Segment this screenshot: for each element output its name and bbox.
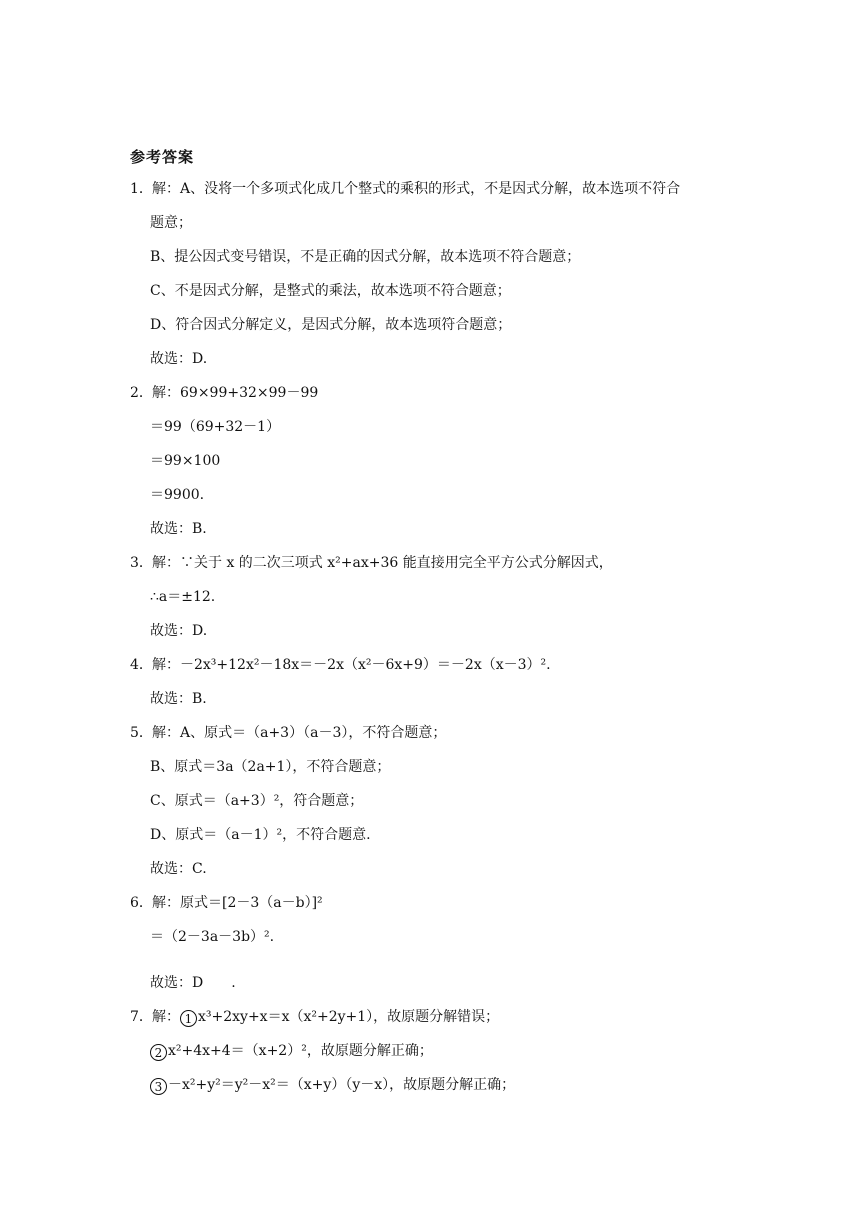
answer-2-line-2: ＝99（69+32－1） (150, 419, 281, 435)
answer-1-line-4: C、不是因式分解，是整式的乘法，故本选项不符合题意； (150, 283, 511, 299)
answer-2-line-4: ＝9900. (150, 487, 205, 503)
circled-number-1: 1 (180, 1010, 197, 1027)
answer-1-line-3: B、提公因式变号错误，不是正确的因式分解，故本选项不符合题意； (150, 249, 581, 265)
answer-2-line-1: 解：69×99+32×99－99 (152, 385, 319, 401)
answer-6-number: 6． (130, 895, 153, 911)
answer-4-number: 4． (130, 657, 153, 673)
page-heading: 参考答案 (130, 148, 195, 166)
answer-2-line-3: ＝99×100 (150, 453, 221, 469)
answer-5-line-2: B、原式＝3a（2a+1），不符合题意； (150, 759, 391, 775)
answer-3-line-2: ∴a＝±12. (150, 589, 216, 605)
answer-5-line-1: 解：A、原式＝（a+3）（a－3），不符合题意； (152, 725, 447, 741)
answer-6-line-3: 故选：D . (150, 975, 236, 991)
answer-7-line-2 (150, 1041, 433, 1061)
answer-5-line-3: C、原式＝（a+3）²，符合题意； (150, 793, 364, 809)
answer-2-line-5: 故选：B. (150, 521, 207, 537)
answer-1-number: 1． (130, 181, 153, 197)
answer-2-number: 2． (130, 385, 153, 401)
answer-1-line-6: 故选：D. (150, 351, 208, 367)
answer-5-line-4: D、原式＝（a－1）²，不符合题意. (150, 827, 371, 843)
answer-4-line-1: 解：－2x³+12x²－18x＝－2x（x²－6x+9）＝－2x（x－3）². (152, 657, 551, 673)
answer-3-line-1: 解：∵关于 x 的二次三项式 x²+ax+36 能直接用完全平方公式分解因式， (152, 555, 613, 571)
answer-6-line-1: 解：原式＝[2－3（a－b）]² (152, 895, 323, 911)
answer-3-line-3: 故选：D. (150, 623, 208, 639)
answer-7-intro: 解： (152, 1009, 180, 1025)
answer-7-line-1 (152, 1007, 499, 1027)
answer-5-line-5: 故选：C. (150, 861, 207, 877)
answer-7-item-1: x³+2xy+x＝x（x²+2y+1），故原题分解错误； (198, 1009, 500, 1025)
answer-3-number: 3． (130, 555, 153, 571)
answer-4-line-2: 故选：B. (150, 691, 207, 707)
answer-7-item-2: x²+4x+4＝（x+2）²，故原题分解正确； (168, 1043, 433, 1059)
answer-1-line-5: D、符合因式分解定义，是因式分解，故本选项符合题意； (150, 317, 512, 333)
answer-7-line-3 (150, 1075, 515, 1095)
answer-6-line-2: ＝（2－3a－3b）². (150, 929, 275, 945)
answer-5-number: 5． (130, 725, 153, 741)
circled-number-3: 3 (150, 1078, 167, 1095)
answer-1-line-2: 题意； (150, 215, 192, 231)
answer-1-line-1: 解：A、没将一个多项式化成几个整式的乘积的形式，不是因式分解，故本选项不符合 (152, 181, 681, 197)
circled-number-2: 2 (150, 1044, 167, 1061)
answer-7-number: 7． (130, 1009, 153, 1025)
answer-7-item-3: －x²+y²＝y²－x²＝（x+y）（y－x），故原题分解正确； (168, 1077, 516, 1093)
